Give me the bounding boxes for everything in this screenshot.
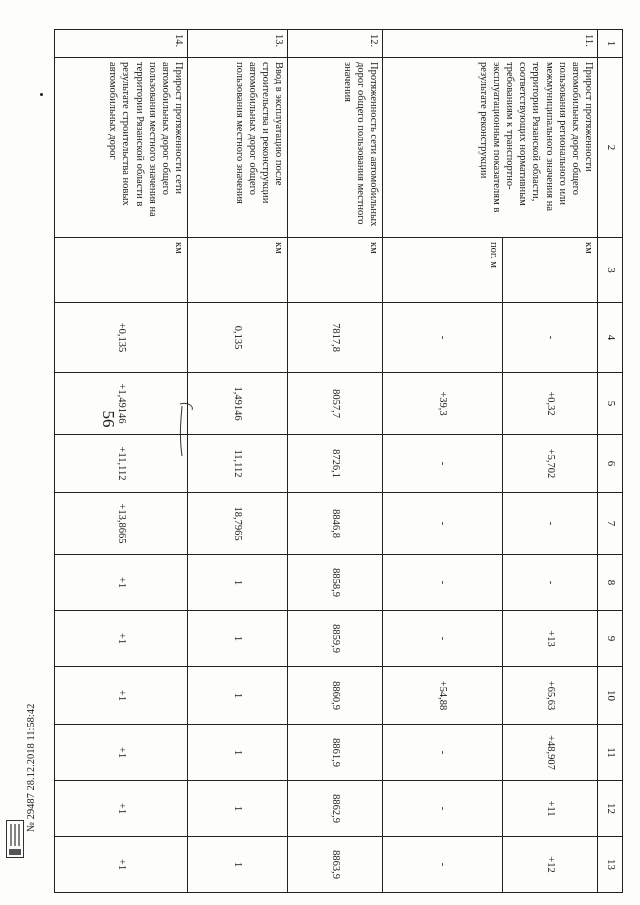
- value-cell: +1: [55, 837, 188, 893]
- indicator-name: Прирост протяженности автомобильных дорог общего пользования регионального или межмуниципального значения на территории Рязанской области, соответствующих нормативным требованиям к транспортно-эксплуатационным показателям в результате реконструкции: [383, 58, 598, 238]
- column-number: 13: [598, 837, 623, 893]
- value-cell: +1: [55, 725, 188, 781]
- indicator-name: Ввод в эксплуатацию после строительства и реконструкции автомобильных дорог общего пользования местного значения: [188, 58, 288, 238]
- value-cell: 11,112: [188, 435, 288, 493]
- value-cell: -: [383, 555, 503, 611]
- registration-stamp-icon: [6, 820, 24, 858]
- value-cell: +54,88: [383, 667, 503, 725]
- scan-speck: [40, 93, 43, 96]
- indicator-name: Прирост протяженности сети автомобильных дорог общего пользования местного значения на территории Рязанской области в результате строительства новых автомобильных дорог: [55, 58, 188, 238]
- row-number: 13.: [188, 30, 288, 58]
- value-cell: +13,8665: [55, 493, 188, 555]
- column-number: 7: [598, 493, 623, 555]
- column-number: 6: [598, 435, 623, 493]
- value-cell: 8057,7: [288, 373, 383, 435]
- column-number: 8: [598, 555, 623, 611]
- value-cell: 8861,9: [288, 725, 383, 781]
- value-cell: 1: [188, 781, 288, 837]
- value-cell: +39,3: [383, 373, 503, 435]
- table-header-row: [598, 30, 623, 893]
- unit-cell: км: [288, 238, 383, 303]
- value-cell: +0,135: [55, 303, 188, 373]
- value-cell: +0,32: [503, 373, 598, 435]
- value-cell: 1: [188, 611, 288, 667]
- value-cell: 8859,9: [288, 611, 383, 667]
- value-cell: 7817,8: [288, 303, 383, 373]
- value-cell: -: [383, 725, 503, 781]
- value-cell: 8862,9: [288, 781, 383, 837]
- value-cell: 18,7965: [188, 493, 288, 555]
- column-number: 3: [598, 238, 623, 303]
- value-cell: +1: [55, 667, 188, 725]
- table-row: [188, 30, 288, 893]
- value-cell: 8726,1: [288, 435, 383, 493]
- column-number: 10: [598, 667, 623, 725]
- value-cell: 1: [188, 837, 288, 893]
- row-number: 12.: [288, 30, 383, 58]
- column-number: 2: [598, 58, 623, 238]
- value-cell: +13: [503, 611, 598, 667]
- table-row: [503, 30, 598, 893]
- value-cell: 1: [188, 725, 288, 781]
- column-number: 11: [598, 725, 623, 781]
- document-number: № 29487: [26, 793, 37, 832]
- value-cell: 1: [188, 667, 288, 725]
- value-cell: -: [383, 493, 503, 555]
- indicators-table: [54, 29, 623, 893]
- unit-cell: км: [55, 238, 188, 303]
- unit-cell: км: [503, 238, 598, 303]
- value-cell: -: [503, 555, 598, 611]
- value-cell: 1: [188, 555, 288, 611]
- indicators-table-frame: [59, 29, 623, 892]
- value-cell: -: [383, 781, 503, 837]
- value-cell: -: [383, 611, 503, 667]
- value-cell: +1: [55, 555, 188, 611]
- value-cell: +11: [503, 781, 598, 837]
- value-cell: 8846,8: [288, 493, 383, 555]
- value-cell: +1: [55, 781, 188, 837]
- value-cell: -: [383, 303, 503, 373]
- document-timestamp: 28.12.2018 11:58:42: [26, 703, 37, 791]
- value-cell: 8863,9: [288, 837, 383, 893]
- value-cell: 0,135: [188, 303, 288, 373]
- value-cell: +1: [55, 611, 188, 667]
- value-cell: +11,112: [55, 435, 188, 493]
- column-number: 1: [598, 30, 623, 58]
- table-row: [288, 30, 383, 893]
- value-cell: -: [383, 435, 503, 493]
- table-row: [55, 30, 188, 893]
- value-cell: +1,49146: [55, 373, 188, 435]
- value-cell: -: [503, 493, 598, 555]
- column-number: 9: [598, 611, 623, 667]
- unit-cell: км: [188, 238, 288, 303]
- value-cell: 8860,9: [288, 667, 383, 725]
- value-cell: +48,907: [503, 725, 598, 781]
- value-cell: +65,63: [503, 667, 598, 725]
- row-number: 11.: [383, 30, 598, 58]
- value-cell: 8858,9: [288, 555, 383, 611]
- value-cell: -: [383, 837, 503, 893]
- column-number: 12: [598, 781, 623, 837]
- indicator-name: Протяженность сети автомобильных дорог общего пользования местного значения: [288, 58, 383, 238]
- column-number: 5: [598, 373, 623, 435]
- page-number: 56: [99, 410, 118, 428]
- value-cell: +12: [503, 837, 598, 893]
- value-cell: -: [503, 303, 598, 373]
- unit-cell: пог. м: [383, 238, 503, 303]
- value-cell: 1,49146: [188, 373, 288, 435]
- document-footer: [26, 704, 37, 832]
- column-number: 4: [598, 303, 623, 373]
- row-number: 14.: [55, 30, 188, 58]
- value-cell: +5,702: [503, 435, 598, 493]
